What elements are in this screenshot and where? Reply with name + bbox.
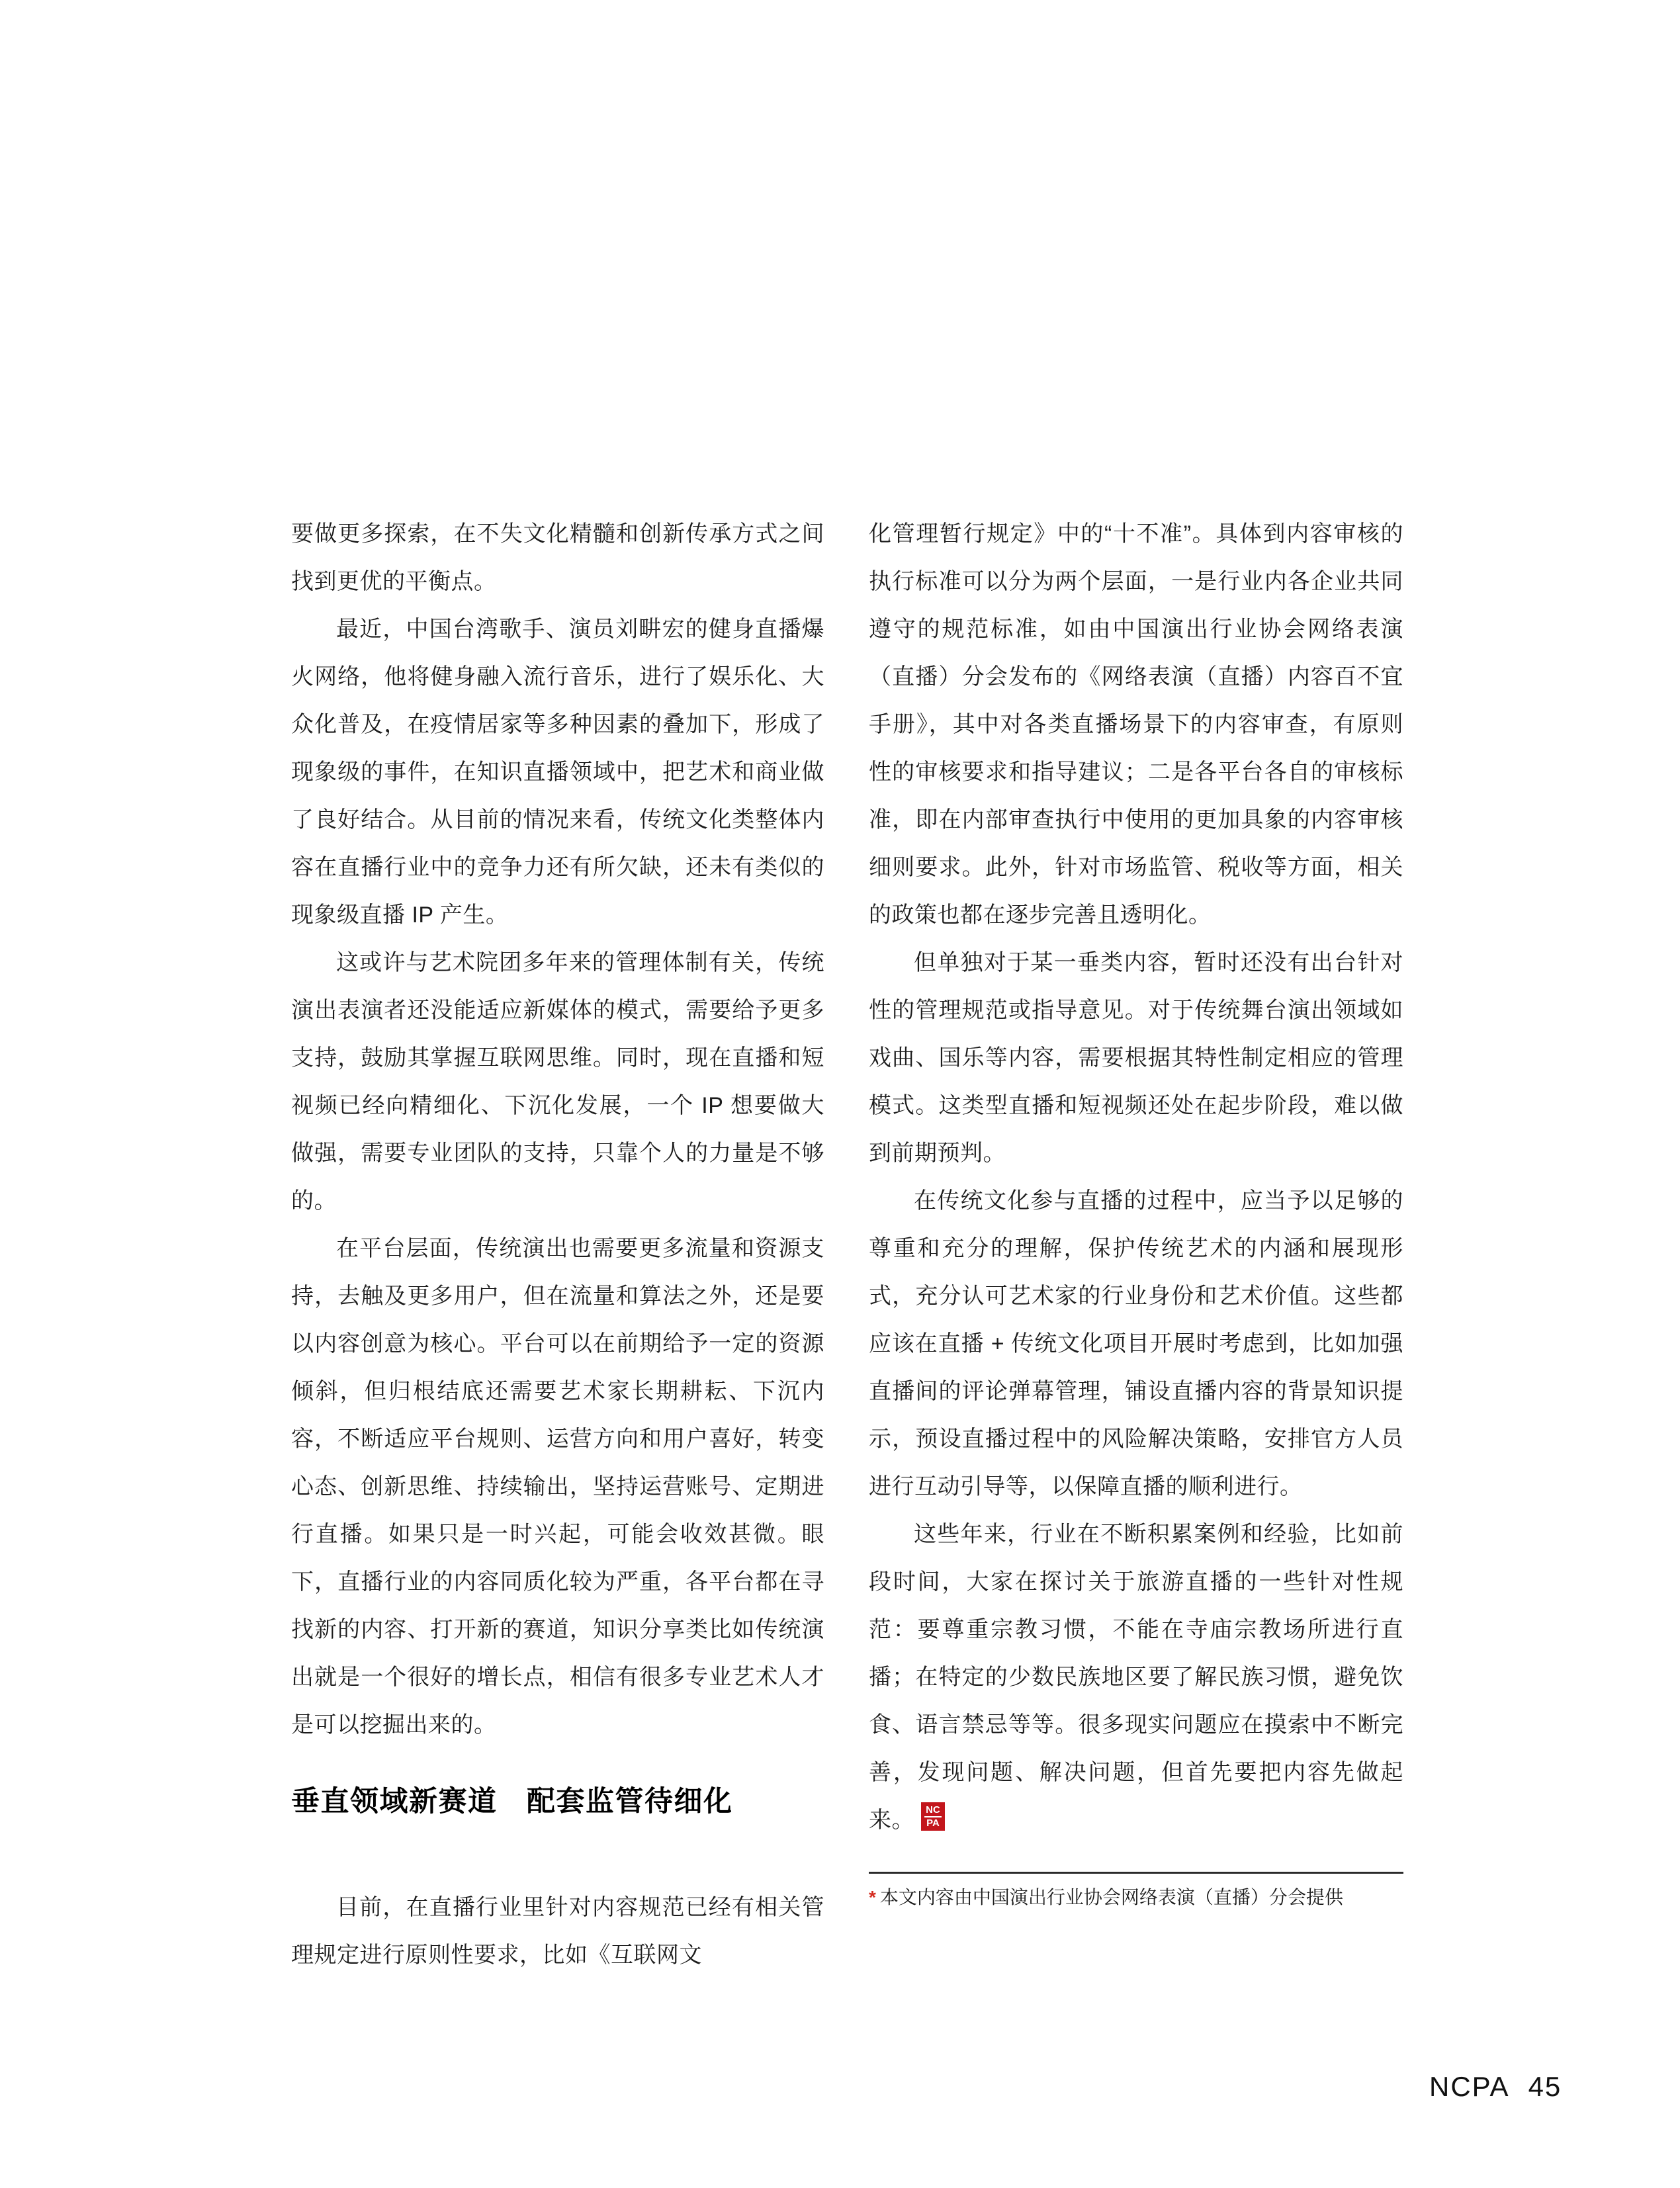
paragraph: 但单独对于某一垂类内容，暂时还没有出台针对性的管理规范或指导意见。对于传统舞台演出领域如戏曲、国乐等内容，需要根据其特性制定相应的管理模式。这类型直播和短视频还处在起步阶段，难以做到前期预判。 [869, 950, 1403, 1166]
paragraph-text: 这些年来，行业在不断积累案例和经验，比如前段时间，大家在探讨关于旅游直播的一些针对性规范：要尊重宗教习惯，不能在寺庙宗教场所进行直播；在特定的少数民族地区要了解民族习惯，避免饮食、语言禁忌等等。很多现实问题应在摸索中不断完善，发现问题、解决问题，但首先要把内容先做起来。 [869, 1522, 1403, 1833]
paragraph: 在平台层面，传统演出也需要更多流量和资源支持，去触及更多用户，但在流量和算法之外，还是要以内容创意为核心。平台可以在前期给予一定的资源倾斜，但归根结底还需要艺术家长期耕耘、下沉内容，不断适应平台规则、运营方向和用户喜好，转变心态、创新思维、持续输出，坚持运营账号、定期进行直播。如果只是一时兴起，可能会收效甚微。眼下，直播行业的内容同质化较为严重，各平台都在寻找新的内容、打开新的赛道，知识分享类比如传统演出就是一个很好的增长点，相信有很多专业艺术人才是可以挖掘出来的。 [291, 1236, 824, 1737]
ncpa-end-mark [921, 1802, 945, 1831]
right-column [869, 510, 1403, 1912]
paragraph: 最近，中国台湾歌手、演员刘畊宏的健身直播爆火网络，他将健身融入流行音乐，进行了娱乐化、大众化普及，在疫情居家等多种因素的叠加下，形成了现象级的事件，在知识直播领域中，把艺术和商业做了良好结合。从目前的情况来看，传统文化类整体内容在直播行业中的竞争力还有所欠缺，还未有类似的现象级直播 IP 产生。 [291, 617, 824, 928]
section-heading: 垂直领域新赛道 配套监管待细化 [291, 1786, 733, 1817]
paragraph: 目前，在直播行业里针对内容规范已经有相关管理规定进行原则性要求，比如《互联网文 [291, 1895, 824, 1968]
paragraph: 在传统文化参与直播的过程中，应当予以足够的尊重和充分的理解，保护传统艺术的内涵和展现形式，充分认可艺术家的行业身份和艺术价值。这些都应该在直播 + 传统文化项目开展时考虑到，比如加强直播间的评论弹幕管理，铺设直播内容的背景知识提示，预设直播过程中的风险解决策略，安排官方人员进行互动引导等，以保障直播的顺利进行。 [869, 1188, 1403, 1499]
footnote-asterisk: * [869, 1887, 876, 1907]
ncpa-end-mark-bottom: PA [926, 1817, 940, 1829]
footnote-divider [869, 1872, 1403, 1874]
left-column [291, 510, 824, 1979]
page-footer [1429, 2071, 1562, 2103]
journal-name: NCPA [1429, 2071, 1510, 2102]
paragraph: 化管理暂行规定》中的“十不准”。具体到内容审核的执行标准可以分为两个层面，一是行业内各企业共同遵守的规范标准，如由中国演出行业协会网络表演（直播）分会发布的《网络表演（直播）内容百不宜手册》，其中对各类直播场景下的内容审查，有原则性的审核要求和指导建议；二是各平台各自的审核标准，即在内部审查执行中使用的更加具象的内容审核细则要求。此外，针对市场监管、税收等方面，相关的政策也都在逐步完善且透明化。 [869, 521, 1403, 928]
footnote-text: 本文内容由中国演出行业协会网络表演（直播）分会提供 [879, 1887, 1343, 1907]
footnote [869, 1883, 1403, 1912]
ncpa-end-mark-top: NC [924, 1804, 942, 1817]
paragraph: 这或许与艺术院团多年来的管理体制有关，传统演出表演者还没能适应新媒体的模式，需要给予更多支持，鼓励其掌握互联网思维。同时，现在直播和短视频已经向精细化、下沉化发展，一个 IP 想要做大做强，需要专业团队的支持，只靠个人的力量是不够的。 [291, 950, 824, 1213]
page-number: 45 [1528, 2071, 1562, 2102]
paragraph [869, 1510, 1403, 1844]
paragraph: 要做更多探索，在不失文化精髓和创新传承方式之间找到更优的平衡点。 [291, 521, 824, 594]
